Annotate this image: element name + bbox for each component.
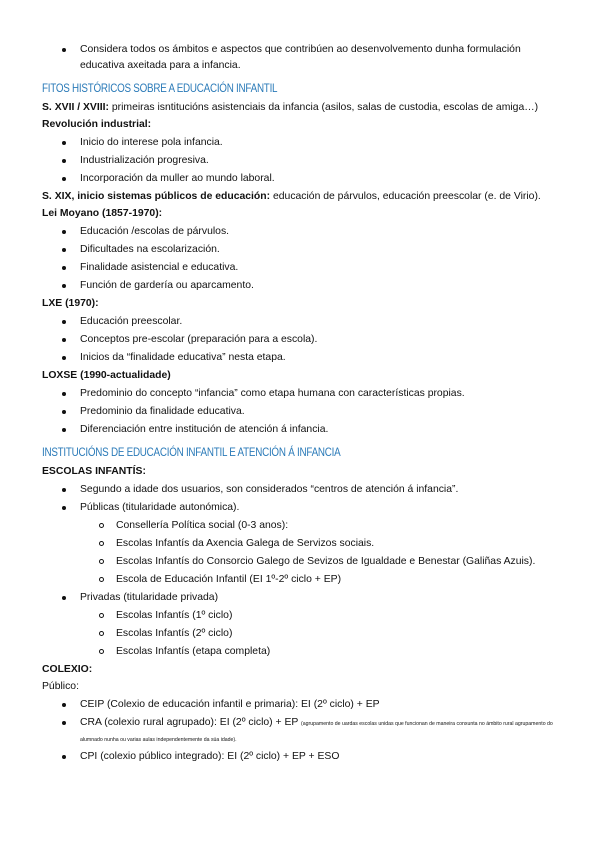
revolucion-label: Revolución industrial:: [42, 119, 152, 130]
sub-list-item: Escolas Infantís da Axencia Galega de Servizos sociais.: [42, 536, 560, 552]
list-item: Conceptos pre-escolar (preparación para a escola).: [42, 332, 560, 348]
moyano-list: [42, 224, 560, 294]
list-item: Educación preescolar.: [42, 314, 560, 330]
list-item: CPI (colexio público integrado): EI (2º ciclo) + EP + ESO: [42, 749, 560, 765]
escolas-label: ESCOLAS INFANTÍS:: [42, 466, 146, 477]
privadas-list: [42, 590, 560, 606]
privadas-item: Privadas (titularidade privada): [42, 590, 560, 606]
sub-list-item: Escolas Infantís (2º ciclo): [42, 626, 560, 642]
lxe-label: LXE (1970):: [42, 298, 99, 309]
list-item: Segundo a idade dos usuarios, son considerados “centros de atención á infancia”.: [42, 482, 560, 498]
sub-list-item: Consellería Política social (0-3 anos):: [42, 518, 560, 534]
privadas-sublist: [42, 608, 560, 660]
s17-text: primeiras isntitucións asistenciais da infancia (asilos, salas de custodia, escolas de amiga…): [108, 102, 539, 113]
cra-main-text: CRA (colexio rural agrupado): EI (2º ciclo) + EP: [80, 717, 302, 728]
intro-list: [42, 42, 560, 74]
list-item: Inicios da “finalidade educativa” nesta etapa.: [42, 350, 560, 366]
cra-item: [42, 715, 560, 747]
publicas-label: Públicas (titularidade autonómica).: [80, 502, 240, 513]
list-item: CEIP (Colexio de educación infantil e primaria): EI (2º ciclo) + EP: [42, 697, 560, 713]
s17-paragraph: [42, 100, 560, 116]
list-item: Diferenciación entre institución de atención á infancia.: [42, 422, 560, 438]
list-item: Dificultades na escolarización.: [42, 242, 560, 258]
sub-list-item: Escolas Infantís (1º ciclo): [42, 608, 560, 624]
s17-label: S. XVII / XVIII:: [42, 102, 109, 113]
s19-paragraph: [42, 189, 560, 205]
sub-list-item: Escolas Infantís do Consorcio Galego de Sevizos de Igualdade e Benestar (Galiñas Azuis).: [42, 554, 560, 570]
list-item: Finalidade asistencial e educativa.: [42, 260, 560, 276]
escolas-list: [42, 482, 560, 516]
lxe-list: [42, 314, 560, 366]
loxse-list: [42, 386, 560, 438]
colexio-label: COLEXIO:: [42, 664, 93, 675]
revolucion-list: [42, 135, 560, 187]
list-item: Función de gardería ou aparcamento.: [42, 278, 560, 294]
list-item: Industrialización progresiva.: [42, 153, 560, 169]
list-item: Incorporación da muller ao mundo laboral.: [42, 171, 560, 187]
intro-bullet: Considera todos os ámbitos e aspectos que contribúen ao desenvolvemento dunha formulación educativa axeitada para a infancia.: [42, 42, 560, 74]
sub-list-item: Escolas Infantís (etapa completa): [42, 644, 560, 660]
loxse-label: LOXSE (1990-actualidade): [42, 370, 171, 381]
section-heading-fitos: FITOS HISTÓRICOS SOBRE A EDUCACIÓN INFANTIL: [42, 81, 278, 95]
publico-label: Público:: [42, 681, 79, 692]
s19-label: S. XIX, inicio sistemas públicos de educación:: [42, 191, 271, 202]
section-heading-institucions: INSTITUCIÓNS DE EDUCACIÓN INFANTIL E ATENCIÓN Á INFANCIA: [42, 445, 341, 459]
s19-text: educación de párvulos, educación preescolar (e. de Virio).: [270, 191, 541, 202]
sub-list-item: Escola de Educación Infantil (EI 1º-2º ciclo + EP): [42, 572, 560, 588]
cra-small-text: (agrupamento de uardas escolas unidas que funcionan de maneira conxunta no ámbito rural agrupamento do alumnado nunha ou varias aulas independentemente da súa idade).: [80, 721, 553, 743]
list-item: Educación /escolas de párvulos.: [42, 224, 560, 240]
moyano-label: Lei Moyano (1857-1970):: [42, 208, 163, 219]
publicas-item: [42, 500, 560, 516]
list-item: Predominio do concepto “infancia” como etapa humana con características propias.: [42, 386, 560, 402]
list-item: Inicio do interese pola infancia.: [42, 135, 560, 151]
list-item: Predominio da finalidade educativa.: [42, 404, 560, 420]
publicas-sublist: [42, 518, 560, 588]
colexio-list: [42, 697, 560, 765]
